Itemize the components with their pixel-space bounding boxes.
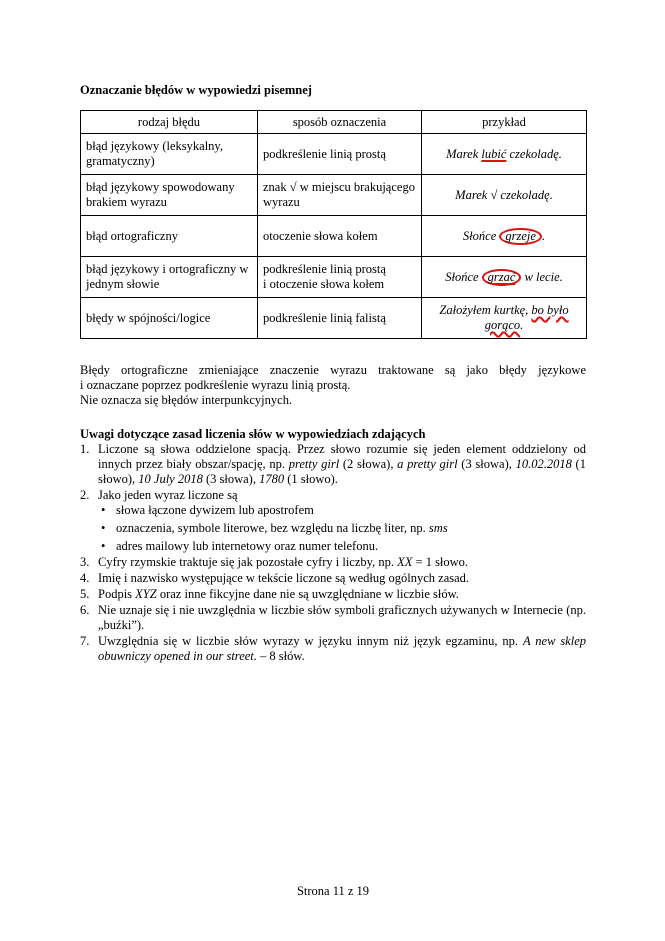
section-heading: Uwagi dotyczące zasad liczenia słów w wypowiedziach zdających (80, 427, 426, 441)
example-term: XX (397, 555, 413, 569)
column-header-type: rodzaj błędu (81, 111, 258, 134)
example-cell (422, 257, 587, 298)
list-number: 4. (80, 571, 90, 585)
bullet-text: adres mailowy lub internetowy oraz numer telefonu. (116, 539, 379, 553)
error-type-cell: błąd ortograficzny (81, 216, 258, 257)
table-row (81, 257, 587, 298)
list-item (80, 488, 586, 554)
rule-text: – 8 słów. (256, 649, 305, 663)
rule-text: Imię i nazwisko występujące w tekście liczone są według ogólnych zasad. (98, 571, 470, 585)
circled-word: grzeje (499, 228, 542, 245)
table-header-row (81, 111, 587, 134)
example-cell (422, 298, 587, 339)
rule-text: Podpis (98, 587, 136, 601)
example-text: czekoladę. (506, 146, 562, 161)
rules-list (80, 442, 586, 664)
rule-text: (2 słowa), (339, 457, 398, 471)
bullet-item (98, 521, 586, 536)
example-cell (422, 216, 587, 257)
page-number: Strona 11 z 19 (296, 884, 370, 898)
example-term: 10.02.2018 (515, 457, 572, 471)
underlined-word: lubić (481, 146, 507, 161)
example-term: a pretty girl (397, 457, 458, 471)
list-number: 3. (80, 555, 90, 569)
list-item (80, 603, 586, 633)
method-line: i otoczenie słowa kołem (263, 277, 385, 291)
list-item (80, 634, 586, 664)
rule-text: = 1 słowo. (412, 555, 469, 569)
table-row (81, 134, 587, 175)
bullet-icon: • (101, 521, 106, 535)
rule-text: Liczone są słowa oddzielone spacją. Przez słowo rozumie się jeden element oddzielony od innych przez biały obszar/spację, np. (98, 442, 586, 471)
list-number: 6. (80, 603, 90, 617)
example-cell (422, 134, 587, 175)
table-row (81, 175, 587, 216)
list-number: 1. (80, 442, 90, 456)
column-header-example: przykład (422, 111, 587, 134)
example-term: 1780 (259, 472, 285, 486)
method-line: podkreślenie linią prostą (263, 262, 386, 276)
method-cell (258, 257, 422, 298)
method-cell: znak √ w miejscu brakującego wyrazu (258, 175, 422, 216)
bullet-item (98, 539, 586, 554)
example-term: sms (428, 521, 448, 535)
error-type-cell: błąd językowy i ortograficzny w jednym słowie (81, 257, 258, 298)
example-text: Słońce (445, 269, 482, 284)
rule-text: Nie uznaje się i nie uwzględnia w liczbie słów symboli graficznych używanych w Internecie (np. „buźki”). (98, 603, 586, 632)
error-type-cell: błędy w spójności/logice (81, 298, 258, 339)
list-item (80, 442, 586, 487)
example-text: . (541, 228, 546, 243)
example-term: 10 July 2018 (138, 472, 203, 486)
example-text: Założyłem kurtkę, (439, 303, 532, 317)
bullet-list (98, 503, 586, 554)
bullet-text: oznaczenia, symbole literowe, bez względu na liczbę liter, np. (116, 521, 429, 535)
example-text: w lecie. (521, 269, 563, 284)
method-cell: podkreślenie linią falistą (258, 298, 422, 339)
example-text: Słońce (462, 228, 500, 243)
note-line: Nie oznacza się błędów interpunkcyjnych. (80, 393, 293, 407)
rule-text: oraz inne fikcyjne dane nie są uwzględniane w liczbie słów. (156, 587, 459, 601)
error-type-cell: błąd językowy spowodowany brakiem wyrazu (81, 175, 258, 216)
document-page (80, 0, 586, 941)
example-term: A new sklep obuwniczy opened in our street. (98, 634, 587, 663)
table-row (81, 216, 587, 257)
list-item (80, 571, 586, 586)
rule-text: (3 słowa), (202, 472, 260, 486)
table-row (81, 298, 587, 339)
note-paragraph (80, 363, 586, 408)
rule-text: Uwzględnia się w liczbie słów wyrazy w języku innym niż język egzaminu, np. (98, 634, 523, 648)
example-text: Marek (446, 146, 482, 161)
bullet-text: słowa łączone dywizem lub apostrofem (116, 503, 314, 517)
example-cell: Marek √ czekoladę. (422, 175, 587, 216)
circled-underlined-word: grzać (482, 269, 522, 286)
example-term: XYZ (135, 587, 157, 601)
list-item (80, 555, 586, 570)
wavy-underlined-phrase: bo było gorąco (484, 303, 569, 332)
rule-text: (1 słowo). (284, 472, 338, 486)
page-title: Oznaczanie błędów w wypowiedzi pisemnej (80, 83, 312, 97)
list-number: 2. (80, 488, 90, 502)
column-header-method: sposób oznaczenia (258, 111, 422, 134)
example-term: pretty girl (288, 457, 340, 471)
error-type-cell: błąd językowy (leksykalny, gramatyczny) (81, 134, 258, 175)
example-text: . (520, 318, 524, 332)
note-line: Błędy ortograficzne zmieniające znaczenie wyrazu traktowane są jako błędy językowe (80, 363, 586, 377)
method-cell: podkreślenie linią prostą (258, 134, 422, 175)
list-number: 7. (80, 634, 90, 648)
bullet-item (98, 503, 586, 518)
rule-text: Cyfry rzymskie traktuje się jak pozostałe cyfry i liczby, np. (98, 555, 398, 569)
list-item (80, 587, 586, 602)
rule-text: (1 słowo), (98, 457, 586, 486)
note-line: i oznaczane poprzez podkreślenie wyrazu linią prostą. (80, 378, 351, 392)
bullet-icon: • (101, 539, 106, 553)
rule-text: Jako jeden wyraz liczone są (98, 488, 238, 502)
bullet-icon: • (101, 503, 106, 517)
rule-text: (3 słowa), (457, 457, 516, 471)
method-cell: otoczenie słowa kołem (258, 216, 422, 257)
list-number: 5. (80, 587, 90, 601)
error-marking-table (80, 110, 587, 339)
